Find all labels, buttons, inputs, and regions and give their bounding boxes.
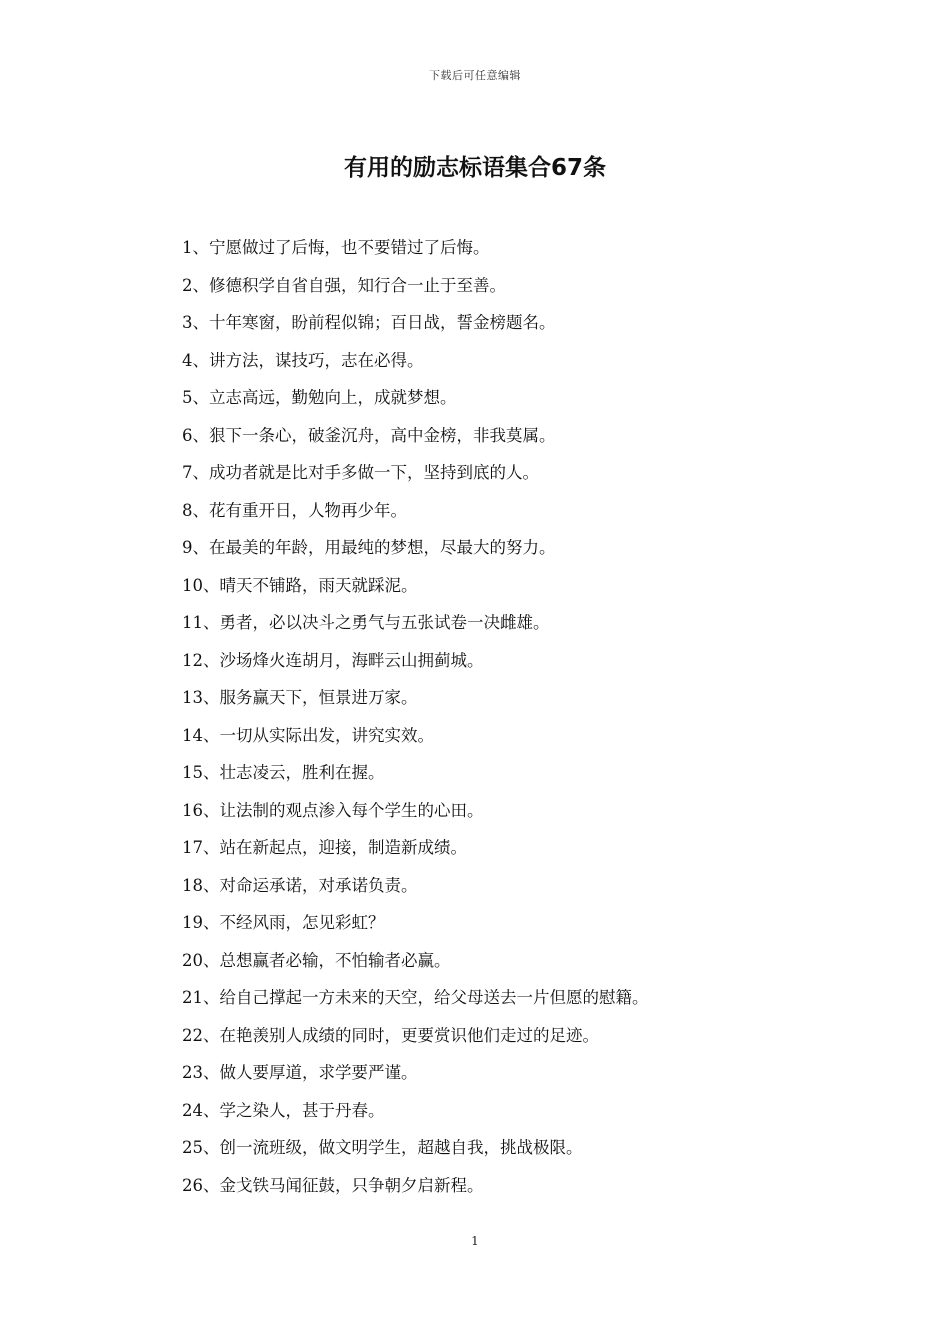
list-item: 2、修德积学自省自强，知行合一止于至善。 (182, 275, 506, 295)
list-item: 16、让法制的观点渗入每个学生的心田。 (182, 800, 484, 820)
list-item: 15、壮志凌云，胜利在握。 (182, 763, 385, 782)
list-item: 26、金戈铁马闻征鼓，只争朝夕启新程。 (182, 1175, 484, 1195)
list-item: 22、在艳羡别人成绩的同时，更要赏识他们走过的足迹。 (182, 1025, 599, 1045)
list-item: 13、服务赢天下，恒景进万家。 (182, 688, 418, 707)
list-item: 12、沙场烽火连胡月，海畔云山拥蓟城。 (182, 650, 484, 670)
list-item: 6、狠下一条心，破釜沉舟，高中金榜，非我莫属。 (182, 425, 556, 445)
list-item: 1、宁愿做过了后悔，也不要错过了后悔。 (182, 238, 490, 257)
list-item: 19、不经风雨，怎见彩虹？ (182, 913, 385, 932)
list-item: 11、勇者，必以决斗之勇气与五张试卷一决雌雄。 (182, 613, 550, 632)
page-number: 1 (471, 1234, 479, 1248)
list-item: 23、做人要厚道，求学要严谨。 (182, 1063, 418, 1082)
list-item: 5、立志高远，勤勉向上，成就梦想。 (182, 388, 457, 407)
list-item: 9、在最美的年龄，用最纯的梦想，尽最大的努力。 (182, 538, 556, 557)
page-header-note: 下载后可任意编辑 (429, 69, 521, 82)
list-item: 24、学之染人，甚于丹春。 (182, 1100, 385, 1120)
list-item: 3、十年寒窗，盼前程似锦；百日战，誓金榜题名。 (182, 313, 556, 332)
slogan-list (182, 234, 922, 1209)
list-item: 10、晴天不铺路，雨天就踩泥。 (182, 575, 418, 595)
list-item: 18、对命运承诺，对承诺负责。 (182, 875, 418, 895)
list-item: 14、一切从实际出发，讲究实效。 (182, 725, 434, 745)
list-item: 17、站在新起点，迎接，制造新成绩。 (182, 838, 467, 857)
list-item: 20、总想赢者必输，不怕输者必赢。 (182, 950, 451, 970)
list-item: 25、创一流班级，做文明学生，超越自我，挑战极限。 (182, 1138, 583, 1157)
list-item: 21、给自己撑起一方未来的天空，给父母送去一片但愿的慰籍。 (182, 988, 649, 1007)
list-item: 7、成功者就是比对手多做一下，坚持到底的人。 (182, 463, 539, 482)
list-item: 4、讲方法，谋技巧，志在必得。 (182, 350, 424, 370)
list-item: 8、花有重开日，人物再少年。 (182, 500, 407, 520)
document-title: 有用的励志标语集合67条 (343, 155, 606, 181)
